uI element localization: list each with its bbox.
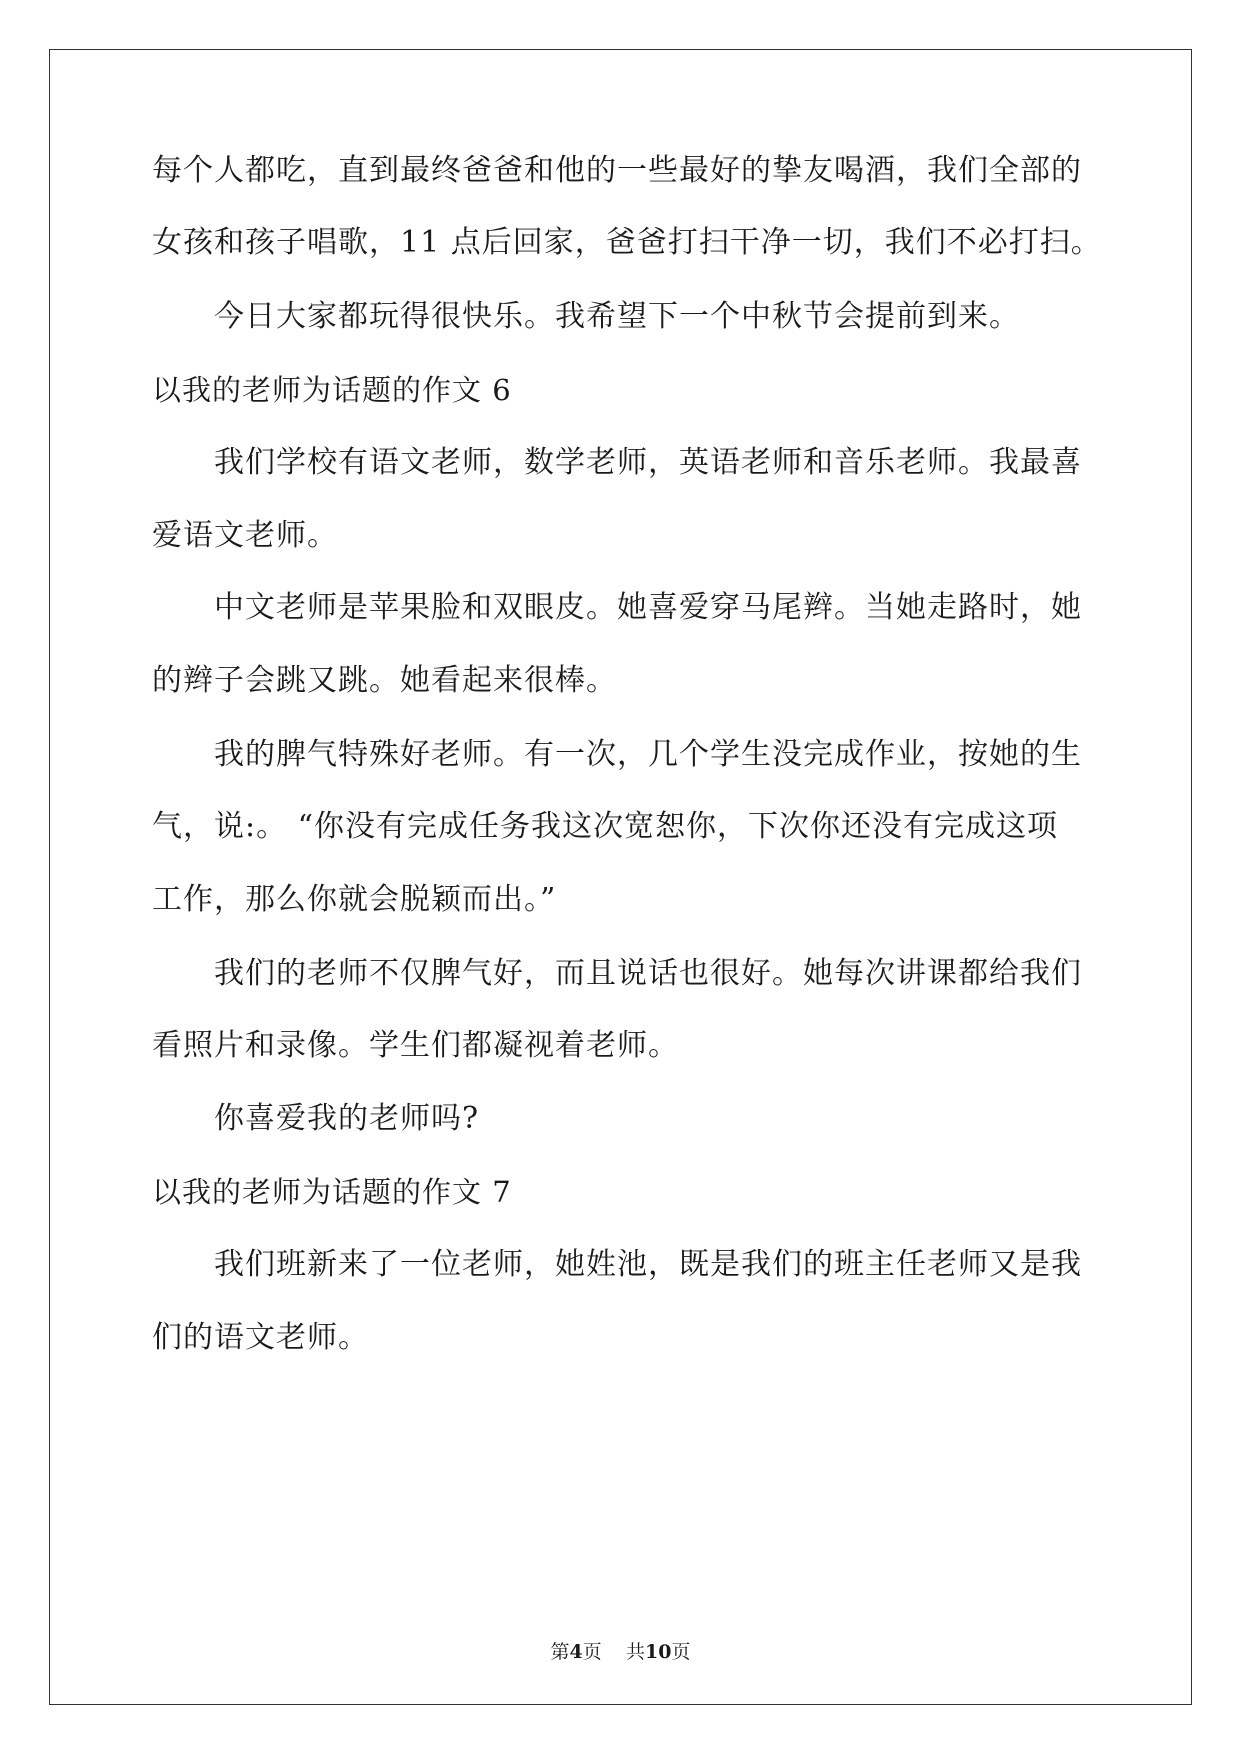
- paragraph-line: 看照片和录像。学生们都凝视着老师。: [152, 1028, 679, 1063]
- paragraph-line: 我们的老师不仅脾气好，而且说话也很好。她每次讲课都给我们: [214, 956, 1082, 991]
- paragraph-line: 中文老师是苹果脸和双眼皮。她喜爱穿马尾辫。当她走路时，她: [214, 590, 1082, 625]
- paragraph-line: 女孩和孩子唱歌，11 点后回家，爸爸打扫干净一切，我们不必打扫。: [152, 225, 1102, 260]
- page-suffix: 页: [582, 1641, 602, 1663]
- paragraph-line: 们的语文老师。: [152, 1320, 369, 1355]
- paragraph-line: 今日大家都玩得很快乐。我希望下一个中秋节会提前到来。: [214, 299, 1020, 334]
- paragraph-line: 气，说:。 “你没有完成任务我这次宽恕你，下次你还没有完成这项: [152, 809, 1058, 844]
- section-heading: 以我的老师为话题的作文 6: [152, 373, 512, 407]
- paragraph-line: 你喜爱我的老师吗?: [214, 1101, 480, 1136]
- paragraph-line: 我的脾气特殊好老师。有一次，几个学生没完成作业，按她的生: [214, 737, 1082, 772]
- total-suffix: 页: [671, 1641, 691, 1663]
- paragraph-line: 爱语文老师。: [152, 518, 338, 553]
- page-prefix: 第: [550, 1641, 570, 1663]
- total-pages: 10: [644, 1641, 672, 1663]
- paragraph-line: 我们班新来了一位老师，她姓池，既是我们的班主任老师又是我: [214, 1247, 1082, 1282]
- total-prefix: 共: [625, 1641, 645, 1663]
- section-heading: 以我的老师为话题的作文 7: [152, 1175, 512, 1209]
- paragraph-line: 每个人都吃，直到最终爸爸和他的一些最好的挚友喝酒，我们全部的: [152, 153, 1082, 188]
- paragraph-line: 的辫子会跳又跳。她看起来很棒。: [152, 663, 617, 698]
- page-number: 4: [569, 1641, 583, 1663]
- page-footer: [0, 1640, 1241, 1664]
- paragraph-line: 我们学校有语文老师，数学老师，英语老师和音乐老师。我最喜: [214, 445, 1082, 480]
- paragraph-line: 工作，那么你就会脱颖而出。”: [152, 882, 557, 917]
